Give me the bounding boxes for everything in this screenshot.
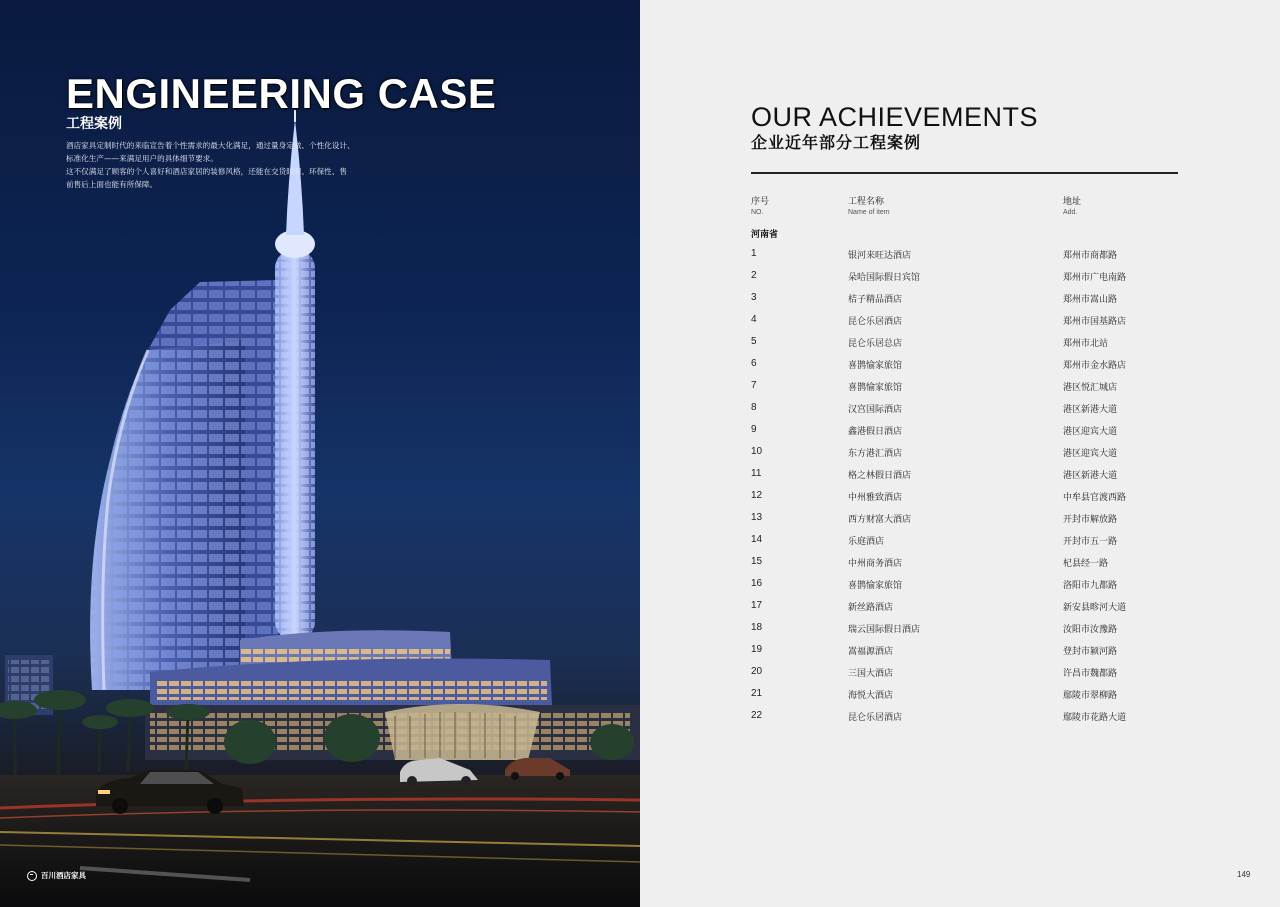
province-label: 河南省	[751, 230, 779, 240]
row-project-name: 新丝路酒店	[848, 603, 894, 613]
row-number: 15	[751, 556, 763, 567]
row-number: 10	[751, 446, 763, 457]
row-address: 鄢陵市花路大道	[1063, 713, 1127, 723]
row-number: 13	[751, 512, 763, 523]
row-address: 许昌市魏都路	[1063, 669, 1118, 679]
title-divider	[751, 172, 1178, 174]
row-project-name: 昆仑乐居总店	[848, 339, 903, 349]
row-address: 杞县经一路	[1063, 559, 1109, 569]
row-project-name: 昆仑乐居酒店	[848, 713, 903, 723]
table-row	[751, 644, 1181, 666]
row-number: 7	[751, 380, 757, 391]
table-row	[751, 688, 1181, 710]
row-number: 18	[751, 622, 763, 633]
row-number: 16	[751, 578, 763, 589]
table-row	[751, 336, 1181, 358]
row-number: 20	[751, 666, 763, 677]
row-project-name: 昆仑乐居酒店	[848, 317, 903, 327]
row-number: 14	[751, 534, 763, 545]
column-header-name	[848, 194, 890, 216]
row-project-name: 喜鹊愉家旅馆	[848, 383, 903, 393]
table-row	[751, 358, 1181, 380]
row-project-name: 银河来旺达酒店	[848, 251, 912, 261]
table-row	[751, 556, 1181, 578]
row-number: 6	[751, 358, 757, 369]
table-row	[751, 314, 1181, 336]
row-address: 港区新港大道	[1063, 471, 1118, 481]
brand-logo	[27, 870, 86, 881]
row-address: 郑州市国基路店	[1063, 317, 1127, 327]
row-project-name: 中州雅致酒店	[848, 493, 903, 503]
row-address: 汝阳市汝豫路	[1063, 625, 1118, 635]
row-address: 郑州市商都路	[1063, 251, 1118, 261]
row-address: 郑州市金水路店	[1063, 361, 1127, 371]
row-address: 港区悦汇城店	[1063, 383, 1118, 393]
row-project-name: 中州商务酒店	[848, 559, 903, 569]
achievements-title: OUR ACHIEVEMENTS	[751, 102, 1039, 132]
table-row	[751, 666, 1181, 688]
table-row	[751, 468, 1181, 490]
row-project-name: 喜鹊愉家旅馆	[848, 361, 903, 371]
intro-paragraph: 酒店家具定制时代的来临宣告着个性需求的最大化满足，通过量身定做、个性化设计、 标准化生产——来满足用户的具体细节要求。 这不仅满足了顾客的个人喜好和酒店家居的装修风格，还能在交货时间、环保性、售 前售后上面也能有所保障。	[66, 141, 355, 189]
column-header-addr	[1063, 194, 1081, 216]
logo-icon	[27, 871, 37, 881]
engineering-case-subhead: 工程案例	[66, 116, 122, 132]
row-project-name: 西方财富大酒店	[848, 515, 912, 525]
row-address: 港区新港大道	[1063, 405, 1118, 415]
logo-text: 百川酒店家具	[41, 871, 86, 880]
row-number: 1	[751, 248, 757, 259]
row-address: 鄢陵市翠柳路	[1063, 691, 1118, 701]
row-address: 中牟县官渡西路	[1063, 493, 1127, 503]
row-number: 5	[751, 336, 757, 347]
row-address: 新安县畛河大道	[1063, 603, 1127, 613]
table-row	[751, 424, 1181, 446]
row-address: 港区迎宾大道	[1063, 427, 1118, 437]
table-row	[751, 490, 1181, 512]
table-row	[751, 710, 1181, 732]
table-row	[751, 512, 1181, 534]
column-header-no-en: NO.	[751, 209, 764, 216]
row-project-name: 嵩福源酒店	[848, 647, 894, 657]
table-row	[751, 578, 1181, 600]
row-number: 2	[751, 270, 757, 281]
table-row	[751, 600, 1181, 622]
row-project-name: 桔子精品酒店	[848, 295, 903, 305]
table-row	[751, 446, 1181, 468]
row-number: 19	[751, 644, 763, 655]
row-project-name: 乐庭酒店	[848, 537, 885, 547]
row-project-name: 瑞云国际假日酒店	[848, 625, 921, 635]
table-row	[751, 248, 1181, 270]
column-header-name-cn: 工程名称	[848, 197, 885, 207]
row-project-name: 朵哈国际假日宾馆	[848, 273, 921, 283]
column-header-name-en: Name of item	[848, 209, 890, 216]
table-row	[751, 380, 1181, 402]
project-table	[751, 248, 1181, 732]
row-address: 港区迎宾大道	[1063, 449, 1118, 459]
row-address: 开封市五一路	[1063, 537, 1118, 547]
row-project-name: 喜鹊愉家旅馆	[848, 581, 903, 591]
row-number: 22	[751, 710, 763, 721]
row-address: 郑州市嵩山路	[1063, 295, 1118, 305]
row-project-name: 三国大酒店	[848, 669, 894, 679]
row-number: 8	[751, 402, 757, 413]
row-number: 9	[751, 424, 757, 435]
row-project-name: 东方港汇酒店	[848, 449, 903, 459]
column-header-addr-en: Add.	[1063, 209, 1078, 216]
row-address: 郑州市广电南路	[1063, 273, 1127, 283]
row-project-name: 海悦大酒店	[848, 691, 894, 701]
column-header-no	[751, 194, 769, 216]
row-number: 17	[751, 600, 763, 611]
row-number: 4	[751, 314, 757, 325]
row-address: 登封市颍河路	[1063, 647, 1118, 657]
row-number: 12	[751, 490, 763, 501]
row-project-name: 鑫港假日酒店	[848, 427, 903, 437]
row-address: 郑州市北站	[1063, 339, 1109, 349]
right-page	[640, 0, 1280, 907]
row-project-name: 格之林假日酒店	[848, 471, 912, 481]
table-row	[751, 402, 1181, 424]
engineering-case-headline: ENGINEERING CASE	[66, 70, 497, 117]
page-number: 149	[1237, 870, 1251, 879]
column-header-no-cn: 序号	[751, 197, 770, 207]
row-number: 21	[751, 688, 763, 699]
column-header-addr-cn: 地址	[1063, 197, 1082, 207]
table-row	[751, 292, 1181, 314]
table-row	[751, 270, 1181, 292]
row-number: 11	[751, 468, 762, 479]
row-address: 开封市解放路	[1063, 515, 1118, 525]
achievements-subtitle: 企业近年部分工程案例	[751, 133, 922, 152]
table-row	[751, 534, 1181, 556]
row-number: 3	[751, 292, 757, 303]
table-row	[751, 622, 1181, 644]
row-address: 洛阳市九都路	[1063, 581, 1118, 591]
row-project-name: 汉宫国际酒店	[848, 405, 903, 415]
